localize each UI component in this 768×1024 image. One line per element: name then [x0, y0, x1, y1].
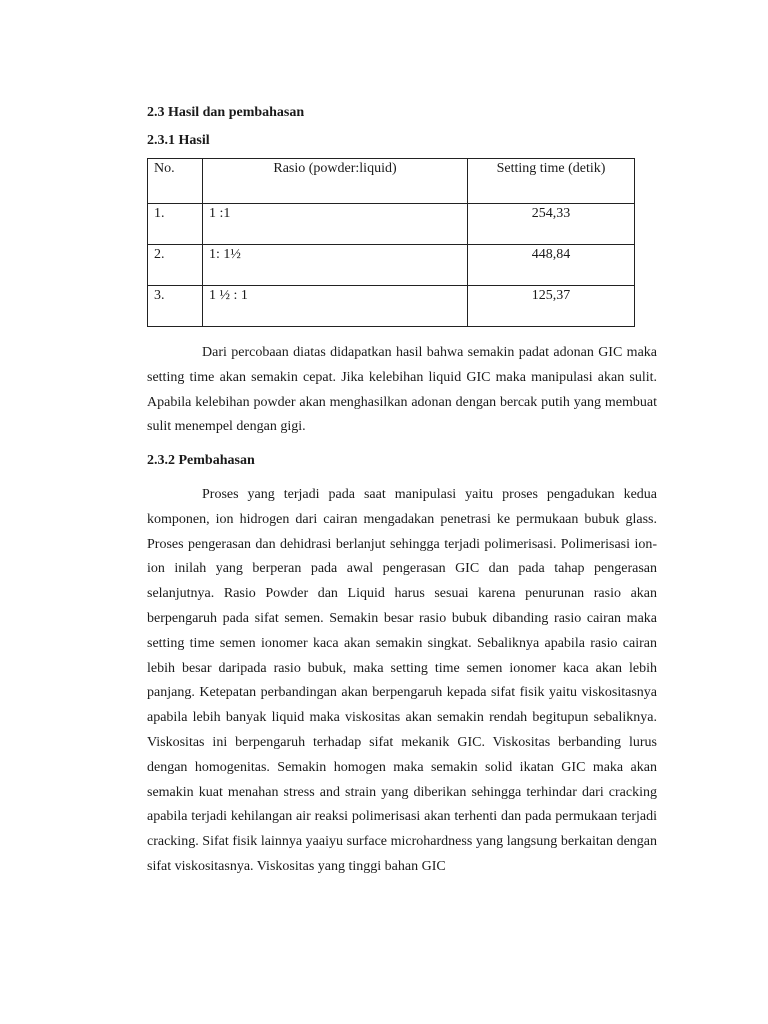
cell-no: 2. [148, 245, 203, 286]
cell-no: 3. [148, 286, 203, 327]
cell-no: 1. [148, 204, 203, 245]
cell-rasio: 1 :1 [203, 204, 468, 245]
header-no: No. [148, 159, 203, 204]
table-row [148, 245, 635, 286]
paragraph-discussion-text: Proses yang terjadi pada saat manipulasi yaitu proses pengadukan kedua komponen, ion hidrogen dari cairan mengadakan penetrasi ke permukaan bubuk glass. Proses pengerasan dan dehidrasi berlanjut sehingga terjadi polimerisasi. Polimerisasi ion-ion inilah yang berperan pada awal pengerasan GIC dan pada tahap pengerasan selanjutnya. Rasio Powder dan Liquid harus sesuai karena penurunan rasio akan berpengaruh pada sifat semen. Semakin besar rasio bubuk dibanding rasio cairan maka setting time semen ionomer kaca akan semakin singkat. Sebaliknya apabila rasio cairan lebih besar daripada rasio bubuk, maka setting time semen ionomer kaca akan lebih panjang. Ketepatan perbandingan akan berpengaruh kepada sifat fisik yaitu viskositasnya apabila lebih banyak liquid maka viskositas akan semakin rendah begitupun sebaliknya. Viskositas ini berpengaruh terhadap sifat mekanik GIC. Viskositas berbanding lurus dengan homogenitas. Semakin homogen maka semakin solid ikatan GIC maka akan semakin kuat menahan stress and strain yang diberikan sehingga terhindar dari cracking apabila terjadi kehilangan air reaksi polimerisasi akan terhenti dan pada permukaan terjadi cracking. Sifat fisik lainnya yaaiyu surface microhardness yang langsung berkaitan dengan sifat viskositasnya. Viskositas yang tinggi bahan GIC [147, 487, 657, 874]
table-row [148, 204, 635, 245]
results-table [147, 158, 635, 327]
cell-rasio: 1 ½ : 1 [203, 286, 468, 327]
section-heading: 2.3 Hasil dan pembahasan [147, 105, 305, 120]
subsection-heading-pembahasan: 2.3.2 Pembahasan [147, 453, 255, 468]
table-row [148, 286, 635, 327]
subsection-heading-hasil: 2.3.1 Hasil [147, 133, 210, 148]
cell-time: 254,33 [468, 204, 635, 245]
table-header-row [148, 159, 635, 204]
paragraph-results [147, 341, 657, 440]
cell-rasio: 1: 1½ [203, 245, 468, 286]
cell-time: 448,84 [468, 245, 635, 286]
header-setting-time: Setting time (detik) [468, 159, 635, 204]
paragraph-results-text: Dari percobaan diatas didapatkan hasil bahwa semakin padat adonan GIC maka setting time akan semakin cepat. Jika kelebihan liquid GIC maka manipulasi akan sulit. Apabila kelebihan powder akan menghasilkan adonan dengan bercak putih yang membuat sulit menempel dengan gigi. [147, 345, 657, 435]
header-rasio: Rasio (powder:liquid) [203, 159, 468, 204]
paragraph-discussion [147, 483, 657, 880]
cell-time: 125,37 [468, 286, 635, 327]
